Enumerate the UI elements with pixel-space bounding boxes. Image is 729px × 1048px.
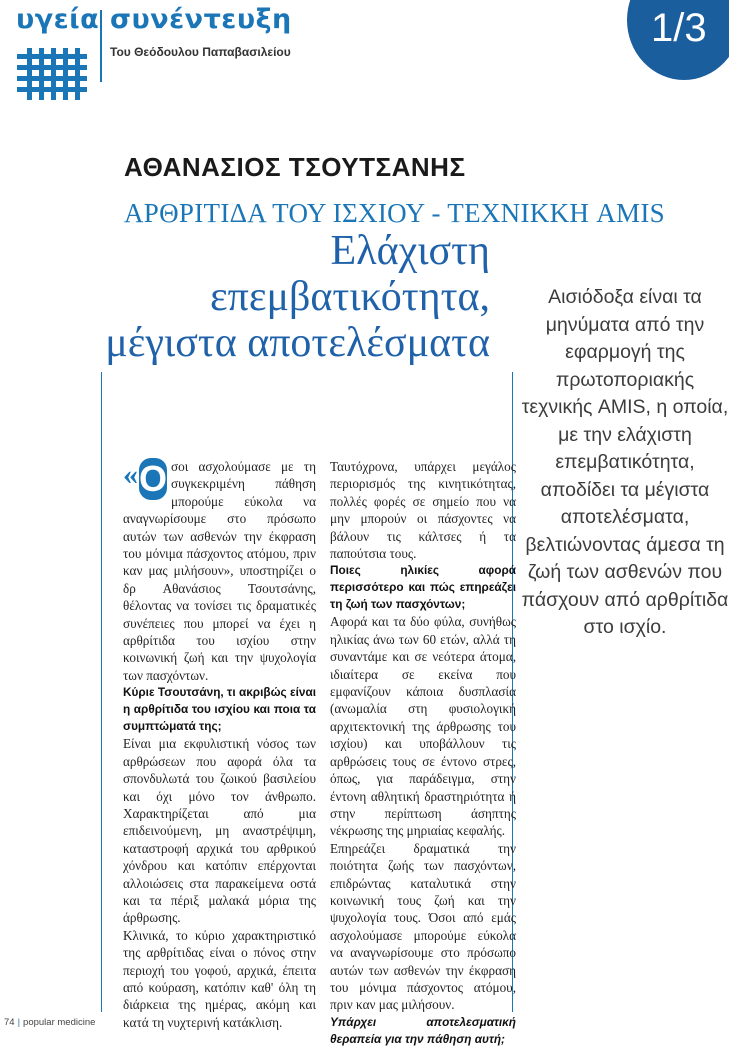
drop-cap-block — [123, 458, 167, 502]
intro-text: σοι ασχολούμασε με τη συγκεκριμένη πάθηση μπορούμε εύκολα να αναγνωρίσουμε στο πρόσωπο αυτών των ασθενών την έκφραση του μόνιμα πάσχοντος ατόμου, πριν καν μας μιλήσουν», υποστηρίζει ο δρ Αθανάσιος Τσουτσάνης, θέλοντας να τονίσει τις δραματικές συνέπειες που μπορεί να έχει η αρθρίτιδα του ισχίου στην κοινωνική ζωή και την ψυχολογία των πασχόντων. — [123, 459, 316, 683]
article-headline — [20, 228, 490, 366]
section-label-health: υγεία — [16, 4, 100, 35]
drop-cap: Ο — [139, 458, 168, 499]
answer-paragraph: Ταυτόχρονα, υπάρχει μεγάλος περιορισμός της κινητικότητας, πολλές φορές σε σημείο που να μην μπορούν οι πάσχοντες να βάλουν τις κάλτσες ή τα παπούτσια τους. — [330, 459, 516, 562]
hash-grid-icon — [17, 48, 87, 100]
section-label-interview: συνέντευξη — [110, 4, 292, 35]
page-fraction-badge — [627, 0, 729, 80]
left-margin-rule — [101, 372, 102, 1012]
answer-paragraph: Επηρεάζει δραματικά την ποιότητα ζωής των πασχόντων, επιδρώντας καταλυτικά στην κοινωνική τους ζωή και την ψυχολογία τους. Όσοι από εμάς ασχολούμασε μπορούμε εύκολα να αναγνωρίσουμε στο πρόσωπο αυτών των ασθενών την έκφραση του μόνιμα πάσχοντος ατόμου, πριν καν μας μιλήσουν. — [330, 840, 516, 1013]
header-divider — [100, 10, 102, 82]
headline-line: επεμβατικότητα, — [209, 274, 490, 320]
answer-paragraph: Είναι μια εκφυλιστική νόσος των αρθρώσεων που αφορά όλα τα σπονδυλωτά του ζωικού βασιλείου και όχι μόνο τον άνθρωπο. Χαρακτηρίζεται από μια επιδεινούμενη, μη αναστρέψιμη, καταστροφή αρχικά του αρθρικού χόνδρου και κατόπιν επέρχονται αλλοιώσεις στα παρακείμενα οστά και τα πέριξ μαλακά μόρια της άρθρωσης. — [123, 736, 316, 926]
headline-line: μέγιστα αποτελέσματα — [105, 320, 490, 366]
pull-quote: Αισιόδοξα είναι τα μηνύματα από την εφαρμογή της πρωτοποριακής τεχνικής AMIS, η οποία, με την ελάχιστη επεμβατικότητα, αποδίδει τα μέγιστα αποτελέσματα, βελτιώνοντας άμεσα τη ζωή των ασθενών που πάσχουν από αρθρίτιδα στο ισχίο. — [521, 286, 729, 638]
article-column-2 — [330, 458, 516, 1048]
interview-question: Κύριε Τσουτσάνη, τι ακριβώς είναι η αρθρίτιδα του ισχίου και ποια τα συμπτώματά της; — [123, 685, 316, 734]
page-number: 74 — [4, 1017, 15, 1028]
answer-paragraph: Κλινικά, το κύριο χαρακτηριστικό της αρθρίτιδας είναι ο πόνος στην περιοχή του γοφού, αρχικά, έπειτα από κούραση, κατόπιν καθ' όλη τη διάρκεια της ημέρας, ακόμη και κατά τη νυχτερινή κατάκλιση. — [123, 927, 316, 1030]
page-fraction: 1/3 — [651, 6, 707, 50]
interviewee-name: ΑΘΑΝΑΣΙΟΣ ΤΣΟΥΤΣΑΝΗΣ — [124, 152, 466, 182]
magazine-name: popular medicine — [23, 1017, 96, 1028]
page-footer — [4, 1017, 95, 1028]
intro-paragraph — [123, 458, 316, 684]
interview-question: Υπάρχει αποτελεσματική θεραπεία για την πάθηση αυτή; — [330, 1014, 516, 1046]
article-column-1 — [123, 458, 316, 1031]
interview-question: Ποιες ηλικίες αφορά περισσότερο και πώς επηρεάζει τη ζωή των πασχόντων; — [330, 563, 516, 612]
open-quote-mark: « — [123, 458, 138, 491]
article-subtitle: ΑΡΘΡΙΤΙΔΑ ΤΟΥ ΙΣΧΙΟΥ - ΤΕΧΝΙΚΚΗ AMIS — [124, 198, 665, 228]
footer-separator: | — [17, 1017, 21, 1028]
author-byline: Του Θεόδουλου Παπαβασιλείου — [110, 45, 291, 59]
answer-paragraph: Αφορά και τα δύο φύλα, συνήθως ηλικίας άνω των 60 ετών, αλλά τη συναντάμε και σε νεότερα άτομα, ιδιαίτερα σε εκείνα που εμφανίζουν κάποια δυσπλασία (ανωμαλία στη φυσιολογική αρχιτεκτονική της άρθρωσης του ισχίου) και υποβάλλουν τις αρθρώσεις τους σε έντονο στρες, όπως, για παράδειγμα, στην έντονη αθλητική δραστηριότητα ή στην περίπτωση άσηπτης νέκρωσης της μηριαίας κεφαλής. — [330, 614, 516, 839]
headline-line: Ελάχιστη — [330, 228, 490, 274]
